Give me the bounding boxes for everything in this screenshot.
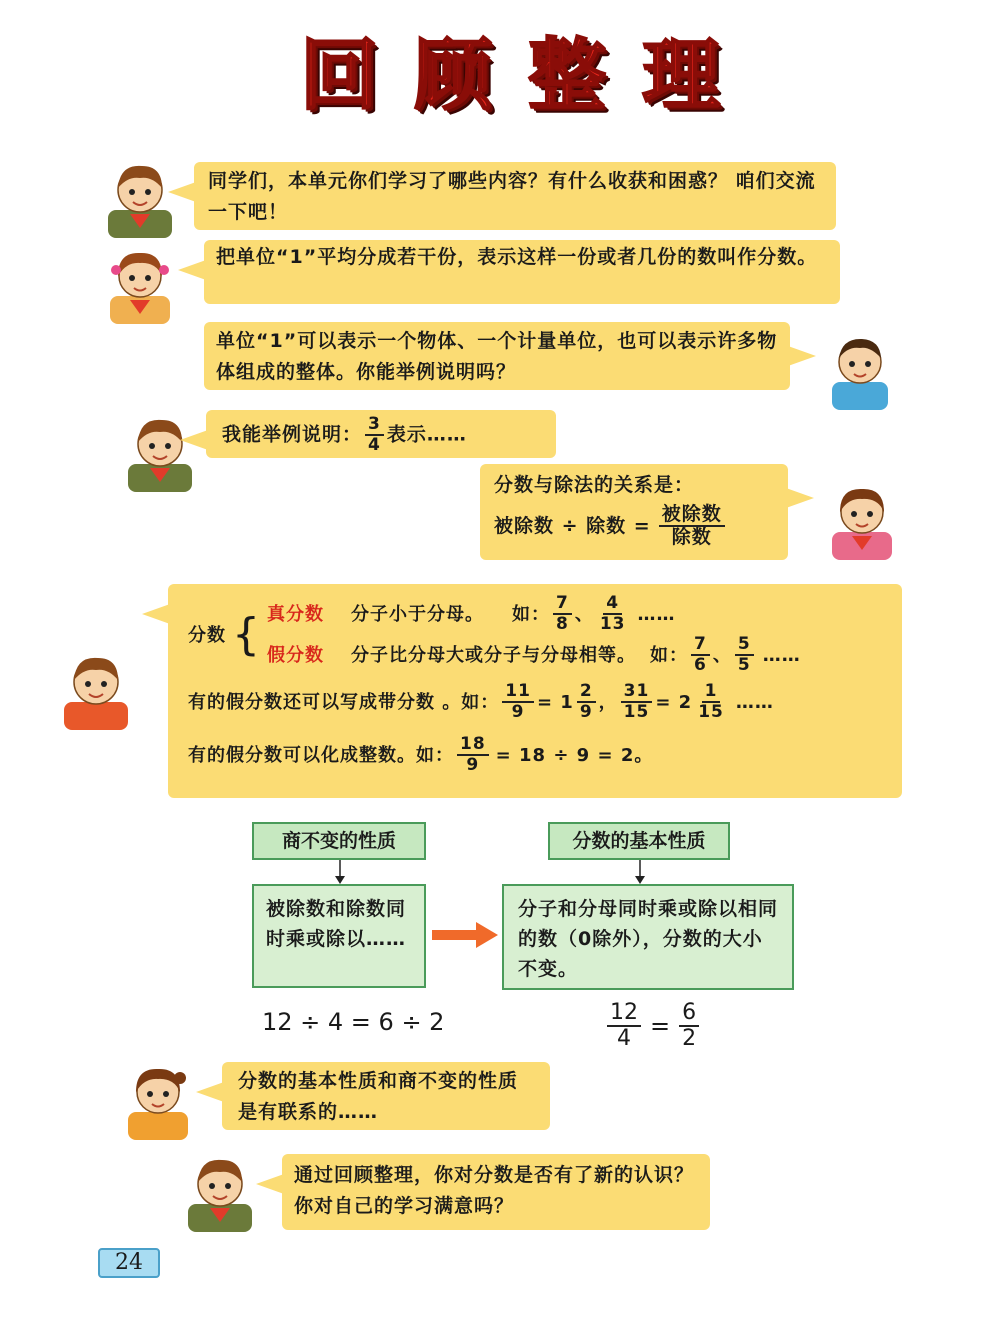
fraction: $\frac{18}{9}$ — [457, 736, 489, 774]
fraction-types-box — [168, 584, 902, 798]
fraction-basic-property-label: 分数的基本性质 — [548, 822, 730, 860]
brace-icon: { — [232, 609, 261, 660]
speech-bubble-intro — [194, 162, 836, 230]
fraction: $\frac{2}{9}$ — [577, 683, 596, 721]
quotient-invariance-label: 商不变的性质 — [252, 822, 426, 860]
title-char: 理 — [641, 31, 720, 121]
speech-bubble-example — [206, 410, 556, 458]
girl-avatar-icon — [822, 480, 902, 560]
ellipsis: …… — [637, 603, 676, 625]
fraction-basic-property-box — [502, 884, 794, 990]
girl-avatar-icon — [100, 244, 180, 324]
speech-bubble-definition — [204, 240, 840, 304]
boy-avatar-icon — [120, 412, 200, 492]
whole-number-text: 有的假分数可以化成整数。如： — [188, 744, 454, 766]
example-label: 如： — [512, 603, 550, 625]
quotient-invariance-box — [252, 884, 426, 988]
speech-bubble-reflection — [282, 1154, 710, 1230]
separator: 、 — [712, 644, 732, 666]
improper-fraction-desc: 分子比分母大或分子与分母相等。 — [351, 644, 636, 666]
separator: ， — [598, 691, 618, 713]
fraction: $\frac{3}{4}$ — [365, 416, 384, 454]
fraction: $\frac{5}{5}$ — [735, 636, 754, 674]
fraction: $\frac{31}{15}$ — [621, 683, 653, 721]
quotient-example: 12 ÷ 4 = 6 ÷ 2 — [262, 1008, 445, 1036]
girl-avatar-icon — [118, 1060, 198, 1140]
fraction-classification — [188, 594, 882, 676]
bubble-text: 通过回顾整理，你对分数是否有了新的认识？你对自己的学习满意吗？ — [294, 1164, 695, 1217]
proper-fraction-row — [267, 594, 801, 634]
improper-fraction-row — [267, 634, 801, 676]
title-char: 顾 — [413, 31, 492, 121]
bubble-text: 我能举例说明： — [222, 423, 363, 446]
arrow-down-icon — [634, 860, 646, 884]
classification-label: 分数 — [188, 624, 226, 646]
example-label: 如： — [650, 644, 688, 666]
equals-sign: = — [650, 1012, 671, 1040]
fraction: $\frac{4}{13}$ — [599, 593, 626, 634]
bubble-text: 分数与除法的关系是： — [494, 474, 695, 496]
fraction: $\frac{11}{9}$ — [502, 683, 534, 721]
equals-whole: = 2 — [655, 691, 693, 713]
speech-bubble-unit-one — [204, 322, 790, 390]
boy-avatar-icon — [56, 650, 136, 730]
whole-number-row — [188, 730, 882, 780]
fraction: $\frac{1}{15}$ — [698, 681, 724, 722]
fraction: $\frac{\text{被除数}}{\text{除数}}$ — [659, 505, 725, 547]
fraction: $\frac{7}{8}$ — [553, 595, 572, 633]
fraction: $\frac{12}{4}$ — [607, 1002, 641, 1050]
division-formula — [494, 505, 774, 547]
fraction: $\frac{6}{2}$ — [679, 1002, 699, 1050]
separator: 、 — [574, 603, 594, 625]
property-text: 分子和分母同时乘或除以相同的数（0除外），分数的大小不变。 — [518, 898, 779, 980]
speech-bubble-division — [480, 464, 788, 560]
equals-whole: = 1 — [536, 691, 574, 713]
page-title — [300, 31, 720, 121]
fraction: $\frac{7}{6}$ — [691, 636, 710, 674]
whole-number-result: = 18 ÷ 9 = 2。 — [495, 744, 654, 766]
bubble-text: 同学们，本单元你们学习了哪些内容？有什么收获和困惑？ 咱们交流一下吧！ — [208, 170, 816, 223]
boy-glasses-avatar-icon — [820, 330, 900, 410]
mixed-number-row — [188, 680, 882, 724]
proper-fraction-name: 真分数 — [267, 603, 324, 625]
ellipsis: …… — [735, 691, 774, 713]
ellipsis: …… — [762, 644, 801, 666]
bubble-text: 表示…… — [386, 423, 467, 446]
proper-fraction-desc: 分子小于分母。 — [351, 603, 484, 625]
mixed-number-text: 有的假分数还可以写成带分数 。如： — [188, 691, 500, 713]
fraction-example — [604, 1002, 702, 1050]
property-text: 被除数和除数同时乘或除以…… — [266, 898, 407, 950]
boy-avatar-icon — [180, 1152, 260, 1232]
title-char: 整 — [527, 31, 606, 121]
arrow-down-icon — [334, 860, 346, 884]
arrow-right-icon — [432, 922, 498, 948]
formula-left: 被除数 ÷ 除数 = — [494, 514, 651, 537]
bubble-text: 分数的基本性质和商不变的性质是有联系的…… — [238, 1070, 519, 1123]
improper-fraction-name: 假分数 — [267, 644, 324, 666]
title-char: 回 — [300, 31, 379, 121]
speech-bubble-connection — [222, 1062, 550, 1130]
bubble-text: 单位“1”可以表示一个物体、一个计量单位，也可以表示许多物体组成的整体。你能举例说明吗？ — [216, 330, 778, 383]
bubble-text: 把单位“1”平均分成若干份，表示这样一份或者几份的数叫作分数。 — [216, 246, 818, 268]
page-number: 24 — [98, 1248, 160, 1278]
